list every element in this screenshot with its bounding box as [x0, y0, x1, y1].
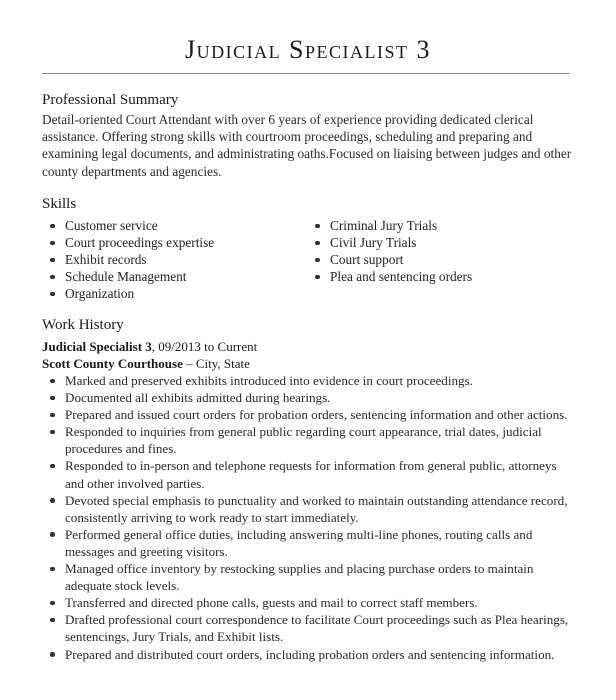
job-title: Judicial Specialist 3: [42, 339, 152, 354]
work-history-heading: Work History: [42, 317, 124, 333]
summary-heading: Professional Summary: [42, 92, 179, 108]
responsibility-item: Devoted special emphasis to punctuality and worked to maintain outstanding attendance record, consistently arriving to work ready to start immediately.: [42, 492, 574, 526]
skill-item: Court support: [307, 251, 567, 268]
skills-list-right: [307, 217, 567, 285]
responsibility-item: Prepared and distributed court orders, including probation orders and sentencing information.: [42, 646, 574, 663]
skill-item: Schedule Management: [42, 268, 302, 285]
responsibility-item: Managed office inventory by restocking supplies and placing purchase orders to maintain adequate stock levels.: [42, 560, 574, 594]
skills-list-left: [42, 217, 302, 302]
skills-heading: Skills: [42, 196, 77, 212]
employer-name: Scott County Courthouse: [42, 356, 183, 371]
responsibility-item: Responded to inquiries from general public regarding court appearance, trial dates, judicial procedures and fines.: [42, 423, 574, 457]
resume-title: Judicial Specialist 3: [184, 35, 432, 64]
employer-line: [42, 355, 250, 372]
skill-item: Court proceedings expertise: [42, 234, 302, 251]
page-bottom-fade: [0, 688, 616, 700]
responsibility-item: Performed general office duties, including answering multi-line phones, routing calls and messages and greeting visitors.: [42, 526, 574, 560]
skill-item: Exhibit records: [42, 251, 302, 268]
responsibilities-list: [42, 372, 574, 663]
skill-item: Criminal Jury Trials: [307, 217, 567, 234]
title-divider: [42, 73, 570, 74]
skill-item: Civil Jury Trials: [307, 234, 567, 251]
summary-text: Detail-oriented Court Attendant with over 6 years of experience providing dedicated clerical assistance. Offering strong skills with courtroom proceedings, scheduling and preparing and examining legal documents, and administrating oaths.Focused on liaising between judges and other county departments and agencies.: [42, 112, 572, 179]
responsibility-item: Marked and preserved exhibits introduced into evidence in court proceedings.: [42, 372, 574, 389]
responsibility-item: Prepared and issued court orders for probation orders, sentencing information and other actions.: [42, 406, 574, 423]
responsibility-item: Responded to in-person and telephone requests for information from general public, attorneys and other involved parties.: [42, 457, 574, 491]
skill-item: Customer service: [42, 217, 302, 234]
job-dates: , 09/2013 to Current: [151, 339, 258, 354]
skill-item: Organization: [42, 285, 302, 302]
responsibility-item: Drafted professional court correspondence to facilitate Court proceedings such as Plea hearings, sentencings, Jury Trials, and Exhibit lists.: [42, 611, 574, 645]
employer-location: – City, State: [182, 356, 250, 371]
responsibility-item: Documented all exhibits admitted during hearings.: [42, 389, 574, 406]
skill-item: Plea and sentencing orders: [307, 268, 567, 285]
responsibility-item: Transferred and directed phone calls, guests and mail to correct staff members.: [42, 594, 574, 611]
job-title-line: [42, 338, 257, 355]
